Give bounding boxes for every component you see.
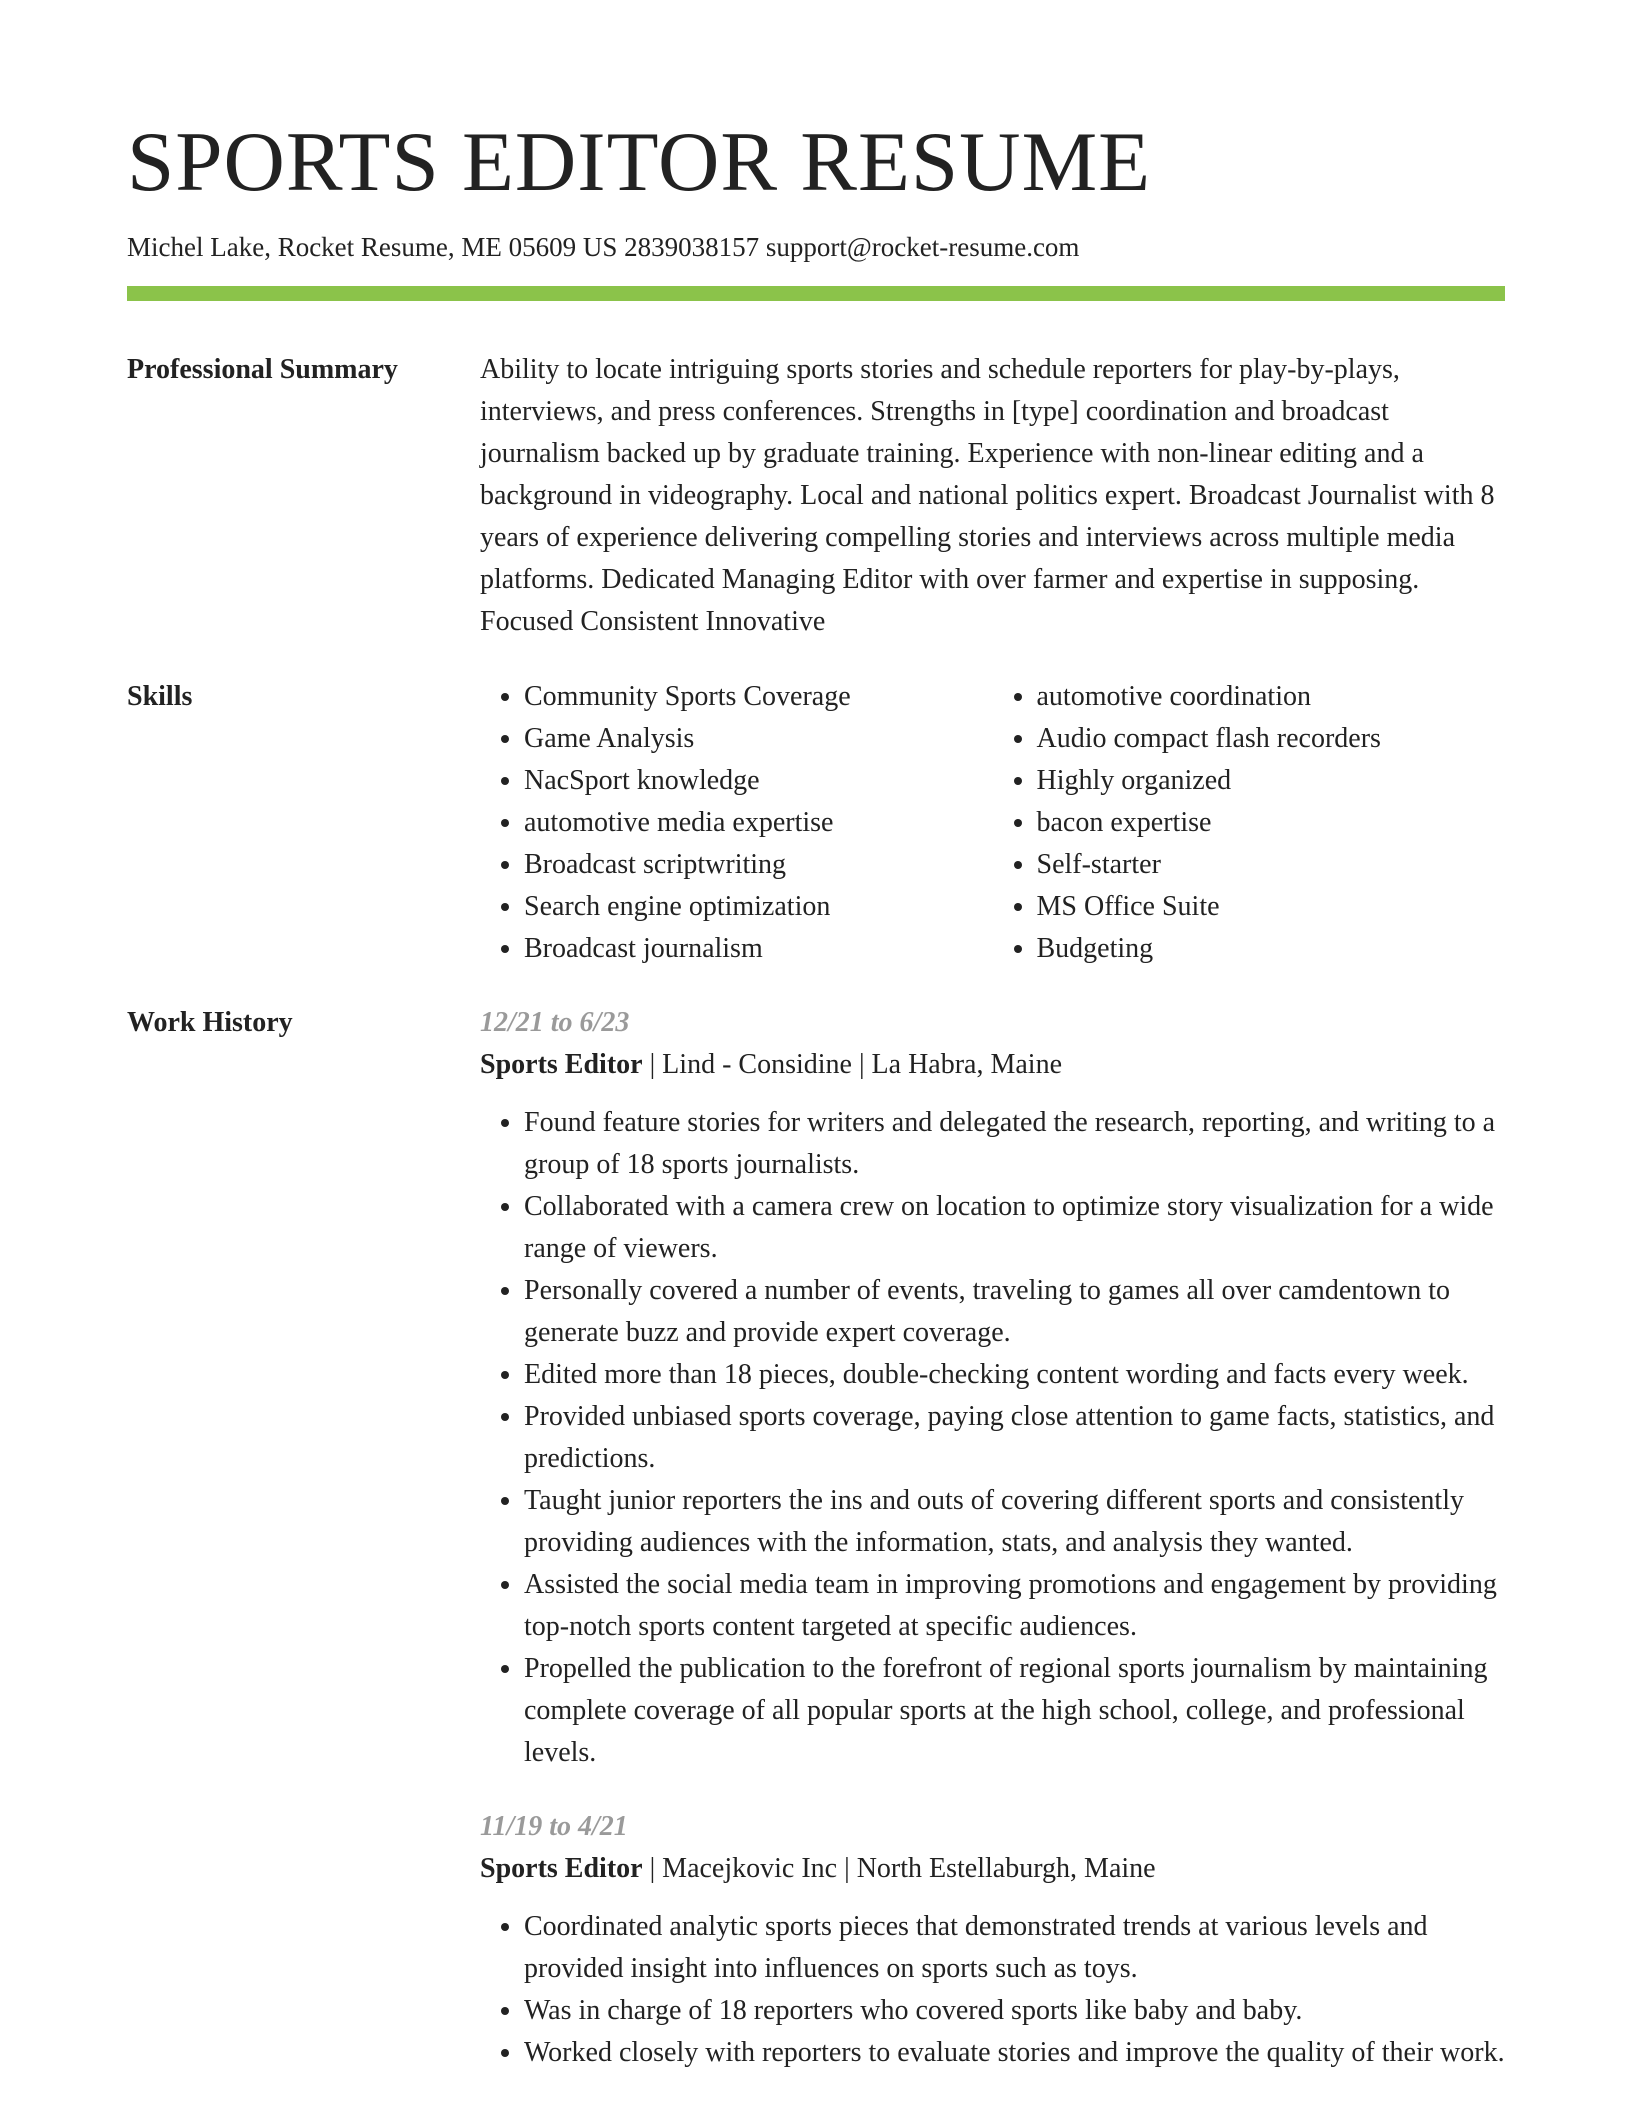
job-bullet: • Propelled the publication to the forefront of regional sports journalism by maintaining complete coverage of all popular sports at the high school, college, and professional levels.: [524, 1648, 1505, 1774]
job-entry: [480, 1806, 1505, 2074]
job-bullets: [480, 1102, 1505, 1774]
job-bullet: • Worked closely with reporters to evaluate stories and improve the quality of their work.: [524, 2032, 1505, 2074]
job-title: Sports Editor: [480, 1853, 643, 1884]
skills-body: [480, 676, 1505, 970]
skills-label: Skills: [127, 681, 193, 712]
skill-item: • Search engine optimization: [524, 886, 993, 928]
job-title: Sports Editor: [480, 1049, 643, 1080]
skill-item: • Self-starter: [1037, 844, 1506, 886]
contact-line: Michel Lake, Rocket Resume, ME 05609 US 2839038157 support@rocket-resume.com: [127, 232, 1080, 262]
skill-item: • automotive media expertise: [524, 802, 993, 844]
skills-columns: [480, 676, 1505, 970]
summary-text: Ability to locate intriguing sports stories and schedule reporters for play-by-plays, interviews, and press conferences. Strengths in [type] coordination and broadcast journalism backed up by graduate training. Experience with non-linear editing and a background in videography. Local and national politics expert. Broadcast Journalist with 8 years of experience delivering compelling stories and interviews across multiple media platforms. Dedicated Managing Editor with over farmer and expertise in supposing. Focused Consistent Innovative: [480, 354, 1495, 637]
skill-item: • Budgeting: [1037, 928, 1506, 970]
job-bullet: • Collaborated with a camera crew on location to optimize story visualization for a wide range of viewers.: [524, 1186, 1505, 1270]
job-entry: [480, 1002, 1505, 1774]
skill-item: • automotive coordination: [1037, 676, 1506, 718]
job-bullet: • Provided unbiased sports coverage, paying close attention to game facts, statistics, and predictions.: [524, 1396, 1505, 1480]
job-dates: 11/19 to 4/21: [480, 1811, 628, 1842]
job-bullet: • Coordinated analytic sports pieces that demonstrated trends at various levels and provided insight into influences on sports such as toys.: [524, 1906, 1505, 1990]
skill-item: • Community Sports Coverage: [524, 676, 993, 718]
job-title-line: [480, 1848, 1505, 1890]
job-bullet: • Personally covered a number of events, traveling to games all over camdentown to generate buzz and provide expert coverage.: [524, 1270, 1505, 1354]
skills-list-left: [480, 676, 993, 970]
summary-body: [480, 349, 1505, 643]
skill-item: • Highly organized: [1037, 760, 1506, 802]
skill-item: • Audio compact flash recorders: [1037, 718, 1506, 760]
accent-divider: [127, 286, 1505, 301]
skill-item: • Broadcast scriptwriting: [524, 844, 993, 886]
job-bullet: • Edited more than 18 pieces, double-checking content wording and facts every week.: [524, 1354, 1505, 1396]
skill-item: • Game Analysis: [524, 718, 993, 760]
job-bullet: • Was in charge of 18 reporters who covered sports like baby and baby.: [524, 1990, 1505, 2032]
job-bullet: • Taught junior reporters the ins and outs of covering different sports and consistently providing audiences with the information, stats, and analysis they wanted.: [524, 1480, 1505, 1564]
skill-item: • MS Office Suite: [1037, 886, 1506, 928]
skill-item: • bacon expertise: [1037, 802, 1506, 844]
summary-label: Professional Summary: [127, 354, 398, 385]
job-dates: 12/21 to 6/23: [480, 1007, 630, 1038]
job-bullet: • Assisted the social media team in improving promotions and engagement by providing top-notch sports content targeted at specific audiences.: [524, 1564, 1505, 1648]
job-title-line: [480, 1044, 1505, 1086]
job-employer-location: | Macejkovic Inc | North Estellaburgh, Maine: [642, 1853, 1156, 1884]
work-history-label: Work History: [127, 1007, 293, 1038]
work-history-body: [480, 1002, 1505, 2074]
resume-title: SPORTS EDITOR RESUME: [127, 115, 1152, 209]
skill-item: • NacSport knowledge: [524, 760, 993, 802]
job-bullets: [480, 1906, 1505, 2074]
job-employer-location: | Lind - Considine | La Habra, Maine: [642, 1049, 1063, 1080]
skill-item: • Broadcast journalism: [524, 928, 993, 970]
skills-list-right: [993, 676, 1506, 970]
job-bullet: • Found feature stories for writers and delegated the research, reporting, and writing to a group of 18 sports journalists.: [524, 1102, 1505, 1186]
